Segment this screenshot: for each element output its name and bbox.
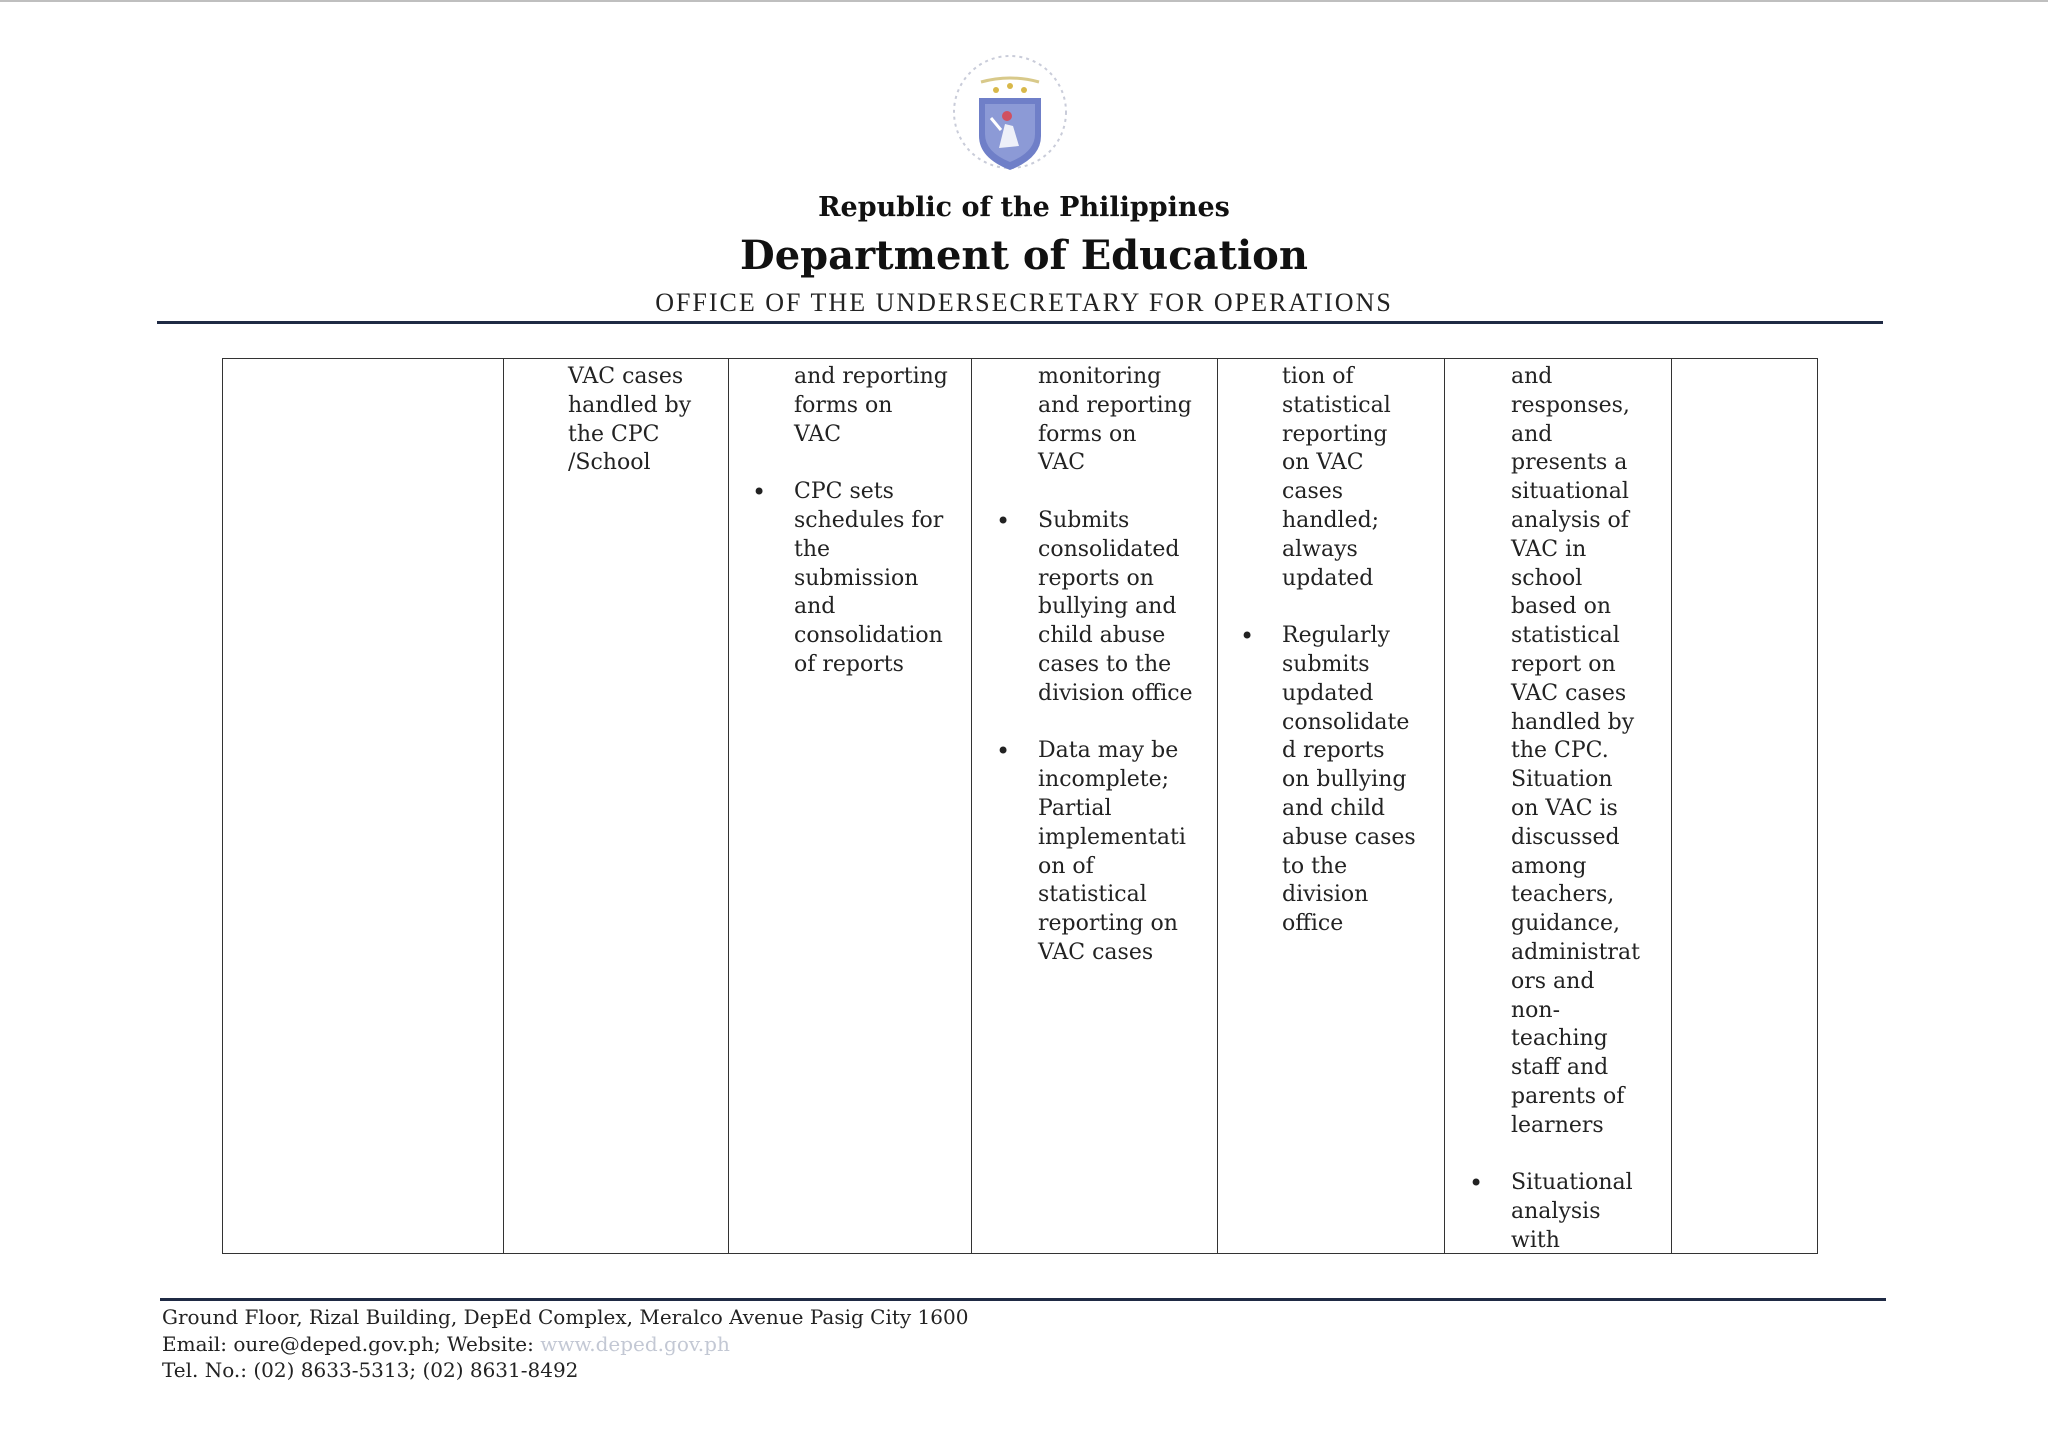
footer-rule: [160, 1298, 1886, 1301]
cell-text: and reporting forms on VAC: [794, 364, 948, 447]
deped-seal-icon: [941, 52, 1079, 182]
column-divider: [1217, 359, 1218, 1253]
vac-table: [222, 358, 1818, 1254]
column-divider: [728, 359, 729, 1253]
column-divider: [503, 359, 504, 1253]
footer-email: Email: oure@deped.gov.ph; Website:: [162, 1331, 541, 1356]
bullet-item: • Data may be incomplete; Partial implementati on of statistical reporting on VAC cases: [1038, 737, 1217, 967]
table-cell-2: [568, 359, 728, 1253]
bullet-item: • Regularly submits updated consolidate d reports on bullying and child abuse cases to the division office: [1282, 622, 1444, 939]
cell-text: tion of statistical reporting on VAC cases handled; always updated: [1282, 364, 1391, 591]
cell-text: and responses, and presents a situational analysis of VAC in school based on statistical report on VAC cases handled by the CPC. Situation on VAC is discussed among teachers, guidance, administrat ors and non- teaching staff and parents of learners: [1511, 364, 1640, 1138]
column-divider: [971, 359, 972, 1253]
table-cell-1: [223, 359, 503, 1253]
bullet-item: • Situational analysis with: [1511, 1169, 1671, 1255]
bullet-item: • Submits consolidated reports on bullying and child abuse cases to the division office: [1038, 507, 1217, 709]
footer-contact: [162, 1331, 968, 1358]
table-cell-3: [794, 359, 971, 1253]
table-cell-5: [1282, 359, 1444, 1253]
table-cell-4: [1038, 359, 1217, 1253]
department-heading: Department of Education: [740, 232, 1308, 279]
table-cell-7: [1671, 359, 1819, 1253]
footer-website-link[interactable]: www.deped.gov.ph: [540, 1331, 730, 1356]
republic-heading: Republic of the Philippines: [818, 192, 1230, 223]
header-rule: [157, 321, 1883, 324]
cell-text: VAC cases handled by the CPC /School: [568, 364, 692, 476]
scan-top-edge: [0, 0, 2048, 2]
office-heading: OFFICE OF THE UNDERSECRETARY FOR OPERATIONS: [655, 288, 1393, 317]
bullet-item: • CPC sets schedules for the submission and consolidation of reports: [794, 478, 971, 680]
footer: [162, 1304, 968, 1384]
table-cell-6: [1511, 359, 1671, 1253]
footer-tel: Tel. No.: (02) 8633-5313; (02) 8631-8492: [162, 1358, 579, 1382]
cell-text: monitoring and reporting forms on VAC: [1038, 364, 1192, 476]
column-divider: [1444, 359, 1445, 1253]
footer-address: Ground Floor, Rizal Building, DepEd Complex, Meralco Avenue Pasig City 1600: [162, 1305, 969, 1329]
